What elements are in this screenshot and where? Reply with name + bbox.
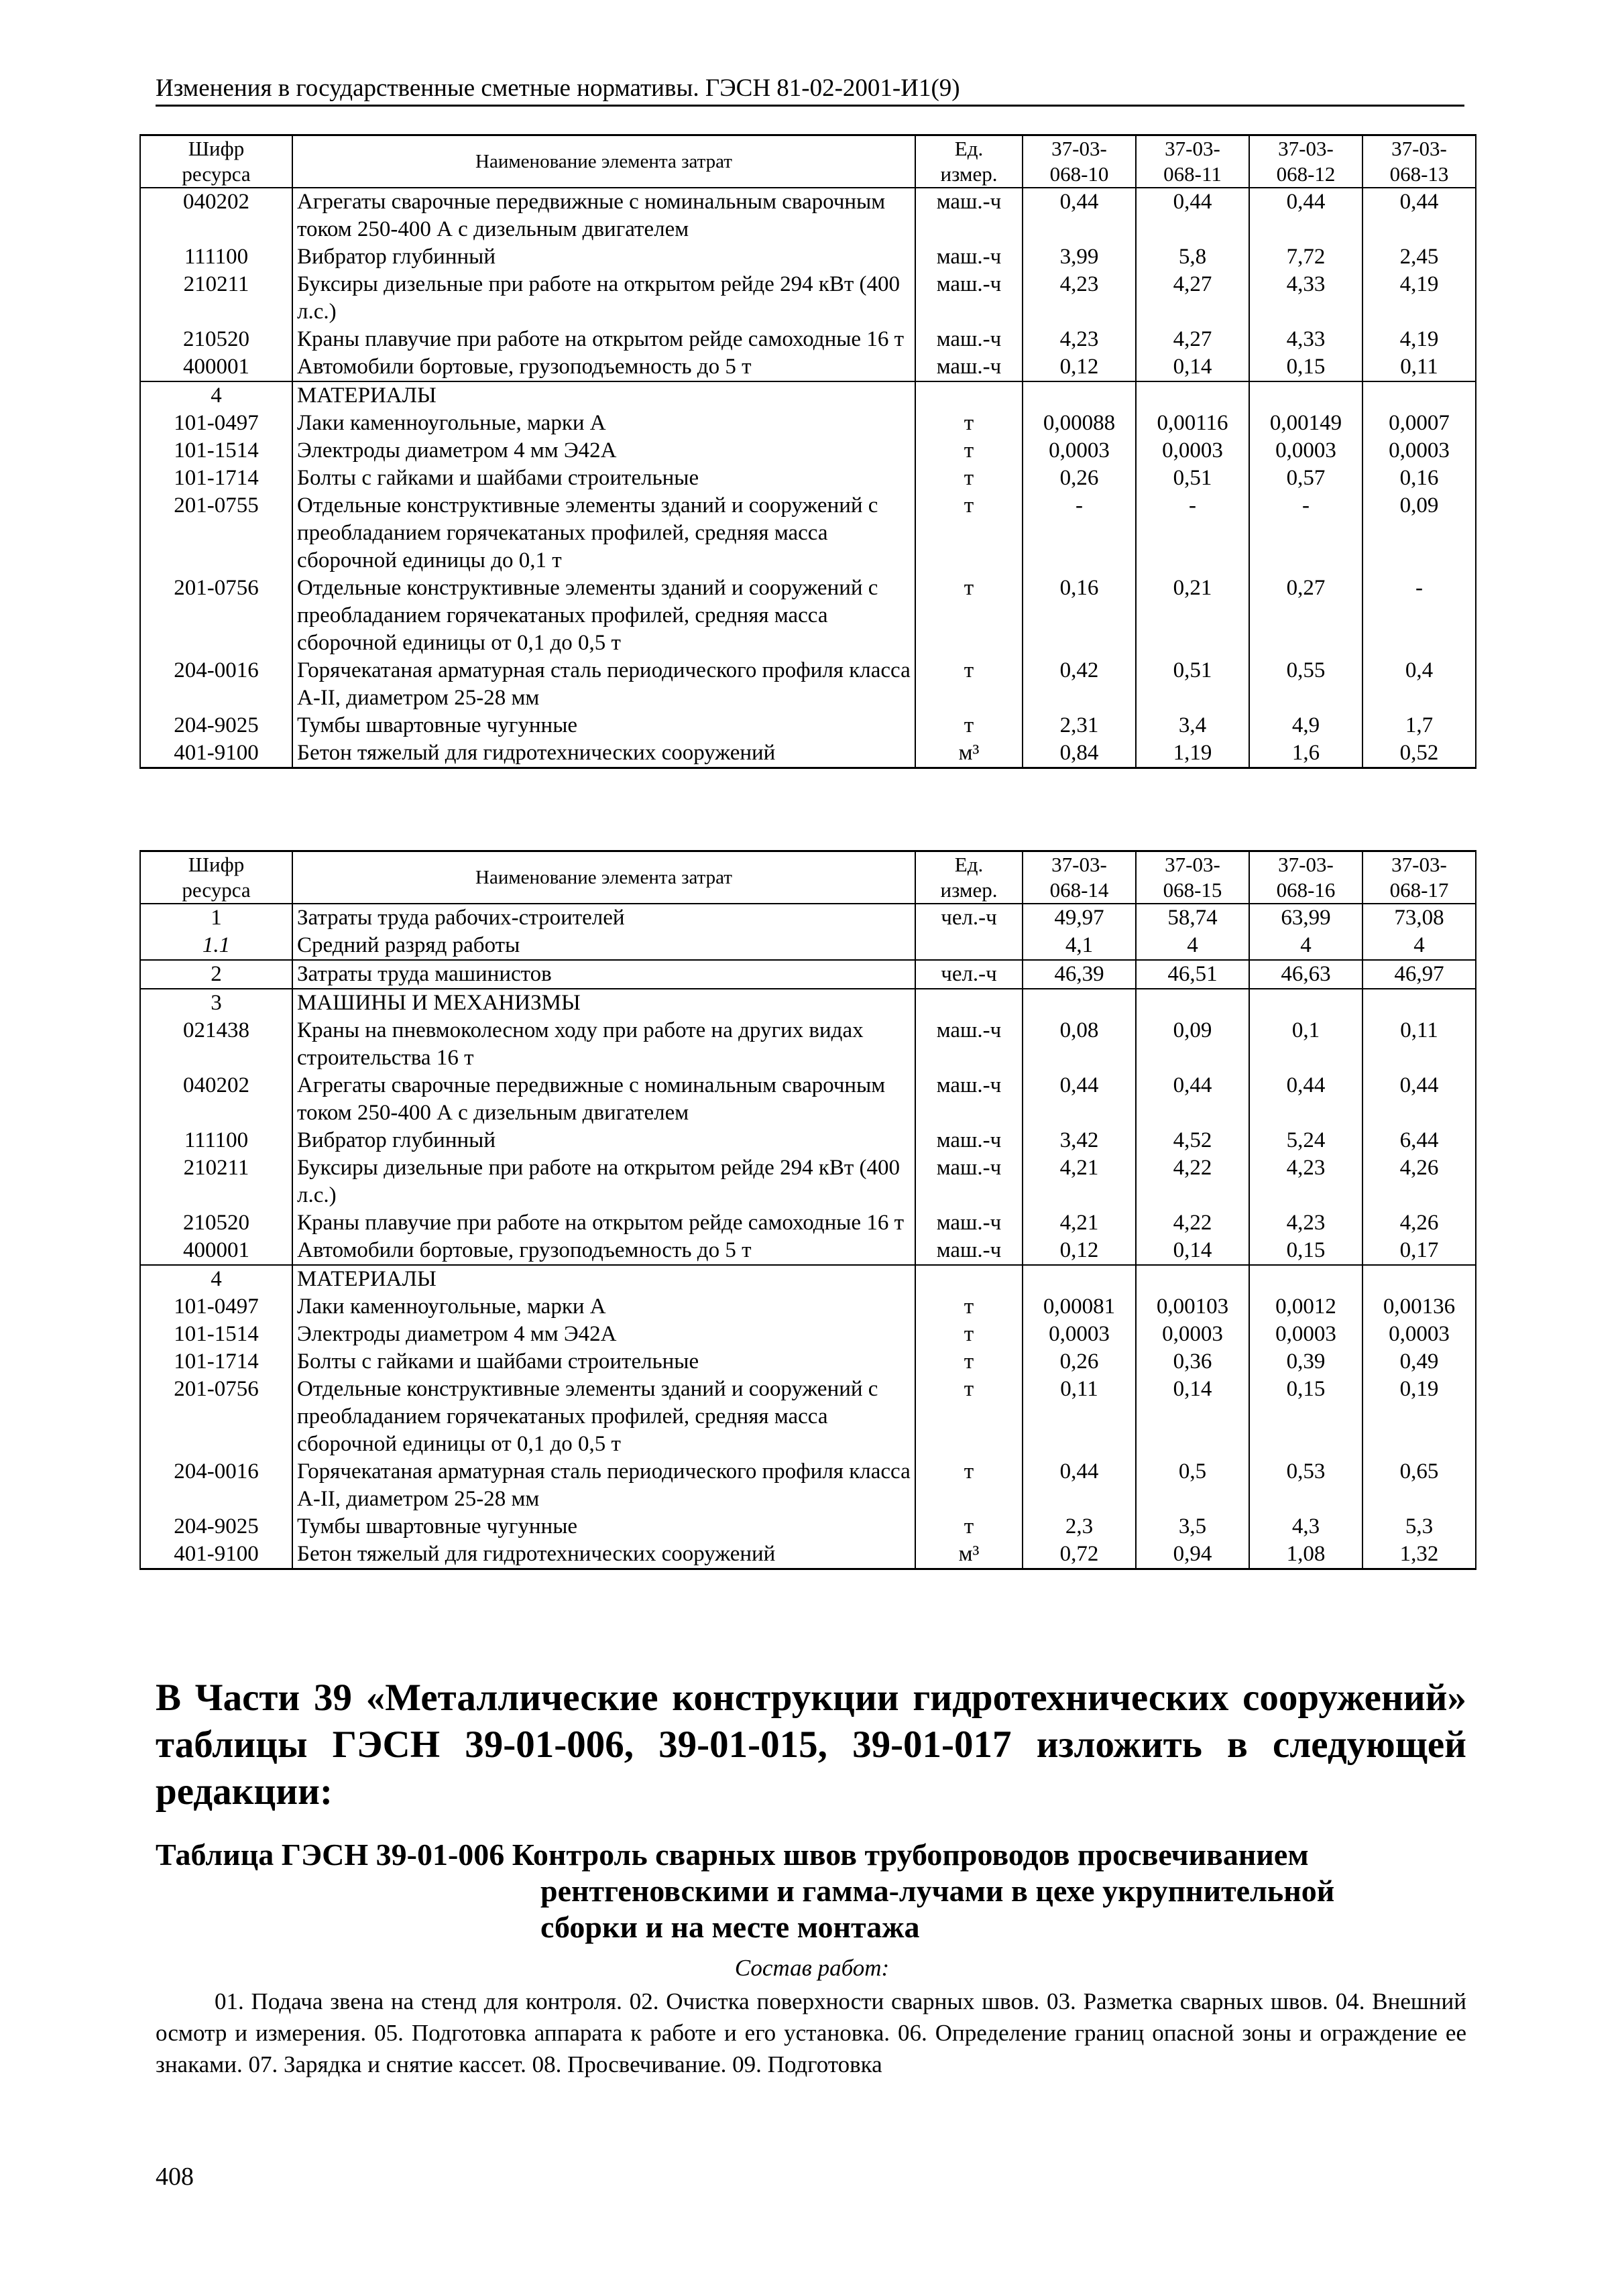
resource-name-cell: Затраты труда машинистов: [292, 960, 915, 989]
code-header: Шифр ресурса: [140, 851, 292, 904]
value-cell: 49,97: [1023, 904, 1136, 932]
resource-name-cell: Тумбы швартовные чугунные: [292, 712, 915, 739]
work-composition-text: 01. Подача звена на стенд для контроля. 02. Очистка поверхности сварных швов. 03. Разметка сварных швов. 04. Внешний осмотр и измерения. 05. Подготовка аппарата к работе и его установка. 06. Определение границ опасной зоны и ограждение ее знаками. 07. Зарядка и снятие кассет. 08. Просвечивание. 09. Подготовка: [156, 1988, 1466, 2077]
resource-code-cell: 1.1: [140, 932, 292, 960]
resource-code-cell: 210520: [140, 326, 292, 353]
value-cell: 6,44: [1362, 1127, 1476, 1154]
value-cell: 0,00149: [1249, 410, 1362, 437]
value-cell: 0,72: [1023, 1540, 1136, 1569]
value-cell: 2,45: [1362, 243, 1476, 271]
value-cell: 0,0003: [1362, 1321, 1476, 1348]
value-cell: 0,00116: [1136, 410, 1249, 437]
value-cell: 0,14: [1136, 353, 1249, 381]
value-cell: 4,1: [1023, 932, 1136, 960]
norm-code-header: 37-03- 068-12: [1249, 135, 1362, 188]
value-cell: 4,23: [1249, 1154, 1362, 1209]
value-cell: 0,00136: [1362, 1293, 1476, 1321]
value-cell: 4,23: [1249, 1209, 1362, 1237]
value-cell: 0,08: [1023, 1017, 1136, 1072]
resource-name-cell: МАШИНЫ И МЕХАНИЗМЫ: [292, 989, 915, 1017]
resource-name-cell: Болты с гайками и шайбами строительные: [292, 465, 915, 492]
unit-cell: т: [915, 657, 1023, 712]
resource-name-cell: Тумбы швартовные чугунные: [292, 1513, 915, 1540]
value-cell: 3,4: [1136, 712, 1249, 739]
value-cell: 4,23: [1023, 326, 1136, 353]
value-cell: [1023, 1265, 1136, 1293]
resource-code-cell: 210211: [140, 1154, 292, 1209]
resource-name-cell: Краны на пневмоколесном ходу при работе на других видах строительства 16 т: [292, 1017, 915, 1072]
value-cell: 4,21: [1023, 1154, 1136, 1209]
resource-code-cell: 201-0755: [140, 492, 292, 575]
value-cell: 0,11: [1023, 1376, 1136, 1458]
resource-code-cell: 204-9025: [140, 1513, 292, 1540]
value-cell: 73,08: [1362, 904, 1476, 932]
table-row: [140, 1321, 1476, 1348]
unit-cell: т: [915, 575, 1023, 657]
name-header: Наименование элемента затрат: [292, 135, 915, 188]
table-row: [140, 1154, 1476, 1209]
resource-code-cell: 111100: [140, 243, 292, 271]
norm-code-header: 37-03- 068-17: [1362, 851, 1476, 904]
table-row: [140, 960, 1476, 989]
resource-name-cell: Горячекатаная арматурная сталь периодического профиля класса А-II, диаметром 25-28 мм: [292, 1458, 915, 1513]
value-cell: 1,08: [1249, 1540, 1362, 1569]
value-cell: 4,33: [1249, 271, 1362, 326]
value-cell: -: [1362, 575, 1476, 657]
value-cell: 0,27: [1249, 575, 1362, 657]
value-cell: 4: [1136, 932, 1249, 960]
resource-code-cell: 101-1514: [140, 437, 292, 465]
table-title-line: сборки и на месте монтажа: [540, 1910, 920, 1944]
value-cell: 0,0003: [1136, 1321, 1249, 1348]
resource-code-cell: 101-0497: [140, 410, 292, 437]
value-cell: 46,97: [1362, 960, 1476, 989]
value-cell: -: [1136, 492, 1249, 575]
resource-name-cell: Краны плавучие при работе на открытом рейде самоходные 16 т: [292, 326, 915, 353]
resource-name-cell: Лаки каменноугольные, марки А: [292, 410, 915, 437]
value-cell: 3,99: [1023, 243, 1136, 271]
value-cell: 0,44: [1023, 188, 1136, 243]
value-cell: 0,0003: [1023, 1321, 1136, 1348]
unit-cell: [915, 1265, 1023, 1293]
resource-name-cell: МАТЕРИАЛЫ: [292, 1265, 915, 1293]
value-cell: 0,0003: [1249, 1321, 1362, 1348]
value-cell: 0,15: [1249, 353, 1362, 381]
value-cell: 0,53: [1249, 1458, 1362, 1513]
value-cell: [1249, 989, 1362, 1017]
unit-cell: чел.-ч: [915, 904, 1023, 932]
resource-name-cell: МАТЕРИАЛЫ: [292, 381, 915, 410]
value-cell: 1,32: [1362, 1540, 1476, 1569]
value-cell: 0,0003: [1023, 437, 1136, 465]
page-header: Изменения в государственные сметные нормативы. ГЭСН 81-02-2001-И1(9): [156, 74, 1464, 107]
value-cell: 0,65: [1362, 1458, 1476, 1513]
value-cell: 0,5: [1136, 1458, 1249, 1513]
table-title: [156, 1837, 1466, 1945]
resource-code-cell: 400001: [140, 1237, 292, 1265]
value-cell: 2,31: [1023, 712, 1136, 739]
table-row: [140, 1127, 1476, 1154]
value-cell: 5,8: [1136, 243, 1249, 271]
value-cell: 4,23: [1023, 271, 1136, 326]
unit-cell: т: [915, 465, 1023, 492]
value-cell: 0,14: [1136, 1237, 1249, 1265]
norm-code-header: 37-03- 068-11: [1136, 135, 1249, 188]
resource-name-cell: Вибратор глубинный: [292, 1127, 915, 1154]
unit-cell: маш.-ч: [915, 1209, 1023, 1237]
value-cell: 0,19: [1362, 1376, 1476, 1458]
resource-code-cell: 111100: [140, 1127, 292, 1154]
value-cell: 46,63: [1249, 960, 1362, 989]
resource-code-cell: 4: [140, 381, 292, 410]
value-cell: 4,26: [1362, 1154, 1476, 1209]
table-row: [140, 410, 1476, 437]
resource-name-cell: Бетон тяжелый для гидротехнических сооружений: [292, 739, 915, 768]
value-cell: 0,52: [1362, 739, 1476, 768]
resource-name-cell: Отдельные конструктивные элементы зданий и сооружений с преобладанием горячекатаных профилей, средняя масса сборочной единицы от 0,1 до 0,5 т: [292, 575, 915, 657]
resource-name-cell: Электроды диаметром 4 мм Э42А: [292, 1321, 915, 1348]
resource-table-2: [139, 850, 1476, 1570]
resource-name-cell: Отдельные конструктивные элементы зданий и сооружений с преобладанием горячекатаных профилей, средняя масса сборочной единицы до 0,1 т: [292, 492, 915, 575]
unit-cell: т: [915, 437, 1023, 465]
value-cell: 0,39: [1249, 1348, 1362, 1376]
unit-cell: [915, 932, 1023, 960]
resource-code-cell: 401-9100: [140, 1540, 292, 1569]
resource-code-cell: 1: [140, 904, 292, 932]
value-cell: 0,44: [1249, 188, 1362, 243]
value-cell: 0,44: [1362, 188, 1476, 243]
resource-code-cell: 2: [140, 960, 292, 989]
unit-cell: [915, 989, 1023, 1017]
unit-cell: чел.-ч: [915, 960, 1023, 989]
value-cell: 0,16: [1023, 575, 1136, 657]
value-cell: 4,3: [1249, 1513, 1362, 1540]
value-cell: 0,44: [1136, 188, 1249, 243]
table-row: [140, 243, 1476, 271]
resource-name-cell: Горячекатаная арматурная сталь периодического профиля класса А-II, диаметром 25-28 мм: [292, 657, 915, 712]
norm-code-header: 37-03- 068-15: [1136, 851, 1249, 904]
value-cell: 0,0012: [1249, 1293, 1362, 1321]
value-cell: 0,44: [1023, 1458, 1136, 1513]
table-row: [140, 326, 1476, 353]
code-header: Шифр ресурса: [140, 135, 292, 188]
unit-cell: маш.-ч: [915, 353, 1023, 381]
resource-name-cell: Агрегаты сварочные передвижные с номинальным сварочным током 250-400 А с дизельным двигателем: [292, 1072, 915, 1127]
value-cell: 4,22: [1136, 1154, 1249, 1209]
table-row: [140, 1072, 1476, 1127]
unit-cell: т: [915, 1376, 1023, 1458]
table-row: [140, 657, 1476, 712]
resource-code-cell: 204-0016: [140, 657, 292, 712]
value-cell: 0,21: [1136, 575, 1249, 657]
value-cell: 0,0003: [1136, 437, 1249, 465]
resource-name-cell: Средний разряд работы: [292, 932, 915, 960]
resource-name-cell: Электроды диаметром 4 мм Э42А: [292, 437, 915, 465]
unit-cell: т: [915, 1513, 1023, 1540]
table-row: [140, 271, 1476, 326]
value-cell: [1362, 1265, 1476, 1293]
resource-code-cell: 040202: [140, 188, 292, 243]
norm-code-header: 37-03- 068-10: [1023, 135, 1136, 188]
unit-cell: маш.-ч: [915, 1127, 1023, 1154]
norm-code-header: 37-03- 068-16: [1249, 851, 1362, 904]
value-cell: 0,94: [1136, 1540, 1249, 1569]
value-cell: 0,12: [1023, 1237, 1136, 1265]
resource-code-cell: 201-0756: [140, 575, 292, 657]
work-composition-label: Состав работ:: [734, 1955, 890, 1981]
resource-code-cell: 401-9100: [140, 739, 292, 768]
table-row: [140, 575, 1476, 657]
value-cell: 4: [1362, 932, 1476, 960]
value-cell: 0,11: [1362, 1017, 1476, 1072]
unit-cell: т: [915, 1293, 1023, 1321]
unit-cell: м³: [915, 739, 1023, 768]
value-cell: 0,36: [1136, 1348, 1249, 1376]
resource-code-cell: 101-0497: [140, 1293, 292, 1321]
value-cell: 4,19: [1362, 326, 1476, 353]
value-cell: 0,15: [1249, 1237, 1362, 1265]
value-cell: 5,3: [1362, 1513, 1476, 1540]
resource-code-cell: 204-0016: [140, 1458, 292, 1513]
value-cell: 0,51: [1136, 465, 1249, 492]
norm-code-header: 37-03- 068-14: [1023, 851, 1136, 904]
value-cell: 0,26: [1023, 1348, 1136, 1376]
resource-name-cell: Автомобили бортовые, грузоподъемность до 5 т: [292, 353, 915, 381]
table-title-line: Таблица ГЭСН 39-01-006 Контроль сварных швов трубопроводов просвечиванием: [156, 1837, 1309, 1872]
value-cell: 0,0003: [1249, 437, 1362, 465]
value-cell: [1136, 1265, 1249, 1293]
value-cell: 0,16: [1362, 465, 1476, 492]
value-cell: 5,24: [1249, 1127, 1362, 1154]
unit-cell: маш.-ч: [915, 1072, 1023, 1127]
table-title-line: рентгеновскими и гамма-лучами в цехе укрупнительной: [540, 1874, 1335, 1908]
table-row: [140, 353, 1476, 381]
value-cell: 0,11: [1362, 353, 1476, 381]
value-cell: -: [1249, 492, 1362, 575]
value-cell: [1362, 381, 1476, 410]
section-heading: В Части 39 «Металлические конструкции гидротехнических сооружений» таблицы ГЭСН 39-01-006, 39-01-015, 39-01-017 изложить в следующей редакции:: [156, 1677, 1466, 1813]
value-cell: 4,52: [1136, 1127, 1249, 1154]
table-row: [140, 1237, 1476, 1265]
resource-code-cell: 101-1714: [140, 1348, 292, 1376]
unit-cell: м³: [915, 1540, 1023, 1569]
resource-code-cell: 210211: [140, 271, 292, 326]
table-row: [140, 465, 1476, 492]
table-row: [140, 1376, 1476, 1458]
value-cell: 4,22: [1136, 1209, 1249, 1237]
table-row: [140, 381, 1476, 410]
table-row: [140, 712, 1476, 739]
table-row: [140, 1458, 1476, 1513]
resource-name-cell: Автомобили бортовые, грузоподъемность до 5 т: [292, 1237, 915, 1265]
unit-cell: маш.-ч: [915, 243, 1023, 271]
value-cell: 3,5: [1136, 1513, 1249, 1540]
table-row: [140, 1293, 1476, 1321]
value-cell: 0,44: [1362, 1072, 1476, 1127]
table-header-row: [140, 851, 1476, 904]
value-cell: 0,51: [1136, 657, 1249, 712]
value-cell: 4,19: [1362, 271, 1476, 326]
unit-cell: [915, 381, 1023, 410]
value-cell: 0,17: [1362, 1237, 1476, 1265]
value-cell: 0,15: [1249, 1376, 1362, 1458]
unit-cell: т: [915, 492, 1023, 575]
value-cell: [1136, 381, 1249, 410]
table-row: [140, 188, 1476, 243]
resource-table-1: [139, 134, 1476, 769]
value-cell: 58,74: [1136, 904, 1249, 932]
table-row: [140, 437, 1476, 465]
unit-cell: маш.-ч: [915, 1237, 1023, 1265]
table-row: [140, 932, 1476, 960]
value-cell: 46,51: [1136, 960, 1249, 989]
table-row: [140, 1540, 1476, 1569]
value-cell: 1,7: [1362, 712, 1476, 739]
value-cell: 4,27: [1136, 271, 1249, 326]
unit-cell: маш.-ч: [915, 188, 1023, 243]
table-row: [140, 1348, 1476, 1376]
resource-code-cell: 021438: [140, 1017, 292, 1072]
resource-name-cell: Краны плавучие при работе на открытом рейде самоходные 16 т: [292, 1209, 915, 1237]
resource-name-cell: Бетон тяжелый для гидротехнических сооружений: [292, 1540, 915, 1569]
value-cell: 0,0003: [1362, 437, 1476, 465]
value-cell: 0,57: [1249, 465, 1362, 492]
value-cell: 3,42: [1023, 1127, 1136, 1154]
value-cell: 0,49: [1362, 1348, 1476, 1376]
unit-header: Ед. измер.: [915, 851, 1023, 904]
resource-name-cell: Болты с гайками и шайбами строительные: [292, 1348, 915, 1376]
table-row: [140, 989, 1476, 1017]
value-cell: 0,55: [1249, 657, 1362, 712]
value-cell: 0,00088: [1023, 410, 1136, 437]
value-cell: 46,39: [1023, 960, 1136, 989]
value-cell: [1023, 381, 1136, 410]
value-cell: 7,72: [1249, 243, 1362, 271]
resource-code-cell: 4: [140, 1265, 292, 1293]
value-cell: [1249, 381, 1362, 410]
table-row: [140, 492, 1476, 575]
value-cell: 0,44: [1249, 1072, 1362, 1127]
value-cell: -: [1023, 492, 1136, 575]
value-cell: [1362, 989, 1476, 1017]
value-cell: 4,21: [1023, 1209, 1136, 1237]
value-cell: 0,42: [1023, 657, 1136, 712]
resource-code-cell: 400001: [140, 353, 292, 381]
table-row: [140, 1017, 1476, 1072]
unit-cell: т: [915, 1321, 1023, 1348]
value-cell: 0,00103: [1136, 1293, 1249, 1321]
table-row: [140, 1513, 1476, 1540]
value-cell: 1,19: [1136, 739, 1249, 768]
table-row: [140, 739, 1476, 768]
resource-name-cell: Буксиры дизельные при работе на открытом рейде 294 кВт (400 л.с.): [292, 1154, 915, 1209]
value-cell: 0,00081: [1023, 1293, 1136, 1321]
resource-code-cell: 101-1514: [140, 1321, 292, 1348]
resource-code-cell: 101-1714: [140, 465, 292, 492]
value-cell: 0,44: [1136, 1072, 1249, 1127]
unit-header: Ед. измер.: [915, 135, 1023, 188]
resource-name-cell: Затраты труда рабочих-строителей: [292, 904, 915, 932]
value-cell: 0,09: [1136, 1017, 1249, 1072]
value-cell: 4,9: [1249, 712, 1362, 739]
value-cell: 2,3: [1023, 1513, 1136, 1540]
table-header-row: [140, 135, 1476, 188]
resource-name-cell: Буксиры дизельные при работе на открытом рейде 294 кВт (400 л.с.): [292, 271, 915, 326]
page-number: 408: [156, 2163, 194, 2191]
value-cell: 1,6: [1249, 739, 1362, 768]
resource-code-cell: 204-9025: [140, 712, 292, 739]
value-cell: 4,26: [1362, 1209, 1476, 1237]
value-cell: 0,09: [1362, 492, 1476, 575]
value-cell: 4,33: [1249, 326, 1362, 353]
value-cell: 0,44: [1023, 1072, 1136, 1127]
value-cell: [1136, 989, 1249, 1017]
resource-code-cell: 040202: [140, 1072, 292, 1127]
unit-cell: маш.-ч: [915, 1154, 1023, 1209]
resource-name-cell: Лаки каменноугольные, марки А: [292, 1293, 915, 1321]
value-cell: [1023, 989, 1136, 1017]
resource-code-cell: 210520: [140, 1209, 292, 1237]
value-cell: 0,4: [1362, 657, 1476, 712]
value-cell: 0,26: [1023, 465, 1136, 492]
resource-name-cell: Отдельные конструктивные элементы зданий и сооружений с преобладанием горячекатаных профилей, средняя масса сборочной единицы от 0,1 до 0,5 т: [292, 1376, 915, 1458]
unit-cell: маш.-ч: [915, 1017, 1023, 1072]
resource-code-cell: 3: [140, 989, 292, 1017]
value-cell: 0,14: [1136, 1376, 1249, 1458]
unit-cell: маш.-ч: [915, 326, 1023, 353]
unit-cell: т: [915, 410, 1023, 437]
value-cell: 0,0007: [1362, 410, 1476, 437]
unit-cell: т: [915, 712, 1023, 739]
resource-name-cell: Вибратор глубинный: [292, 243, 915, 271]
table-row: [140, 1209, 1476, 1237]
value-cell: 0,84: [1023, 739, 1136, 768]
resource-name-cell: Агрегаты сварочные передвижные с номинальным сварочным током 250-400 А с дизельным двигателем: [292, 188, 915, 243]
value-cell: 63,99: [1249, 904, 1362, 932]
resource-code-cell: 201-0756: [140, 1376, 292, 1458]
value-cell: [1249, 1265, 1362, 1293]
unit-cell: т: [915, 1458, 1023, 1513]
table-row: [140, 904, 1476, 932]
unit-cell: т: [915, 1348, 1023, 1376]
table-row: [140, 1265, 1476, 1293]
norm-code-header: 37-03- 068-13: [1362, 135, 1476, 188]
value-cell: 0,1: [1249, 1017, 1362, 1072]
unit-cell: маш.-ч: [915, 271, 1023, 326]
value-cell: 4: [1249, 932, 1362, 960]
name-header: Наименование элемента затрат: [292, 851, 915, 904]
value-cell: 4,27: [1136, 326, 1249, 353]
value-cell: 0,12: [1023, 353, 1136, 381]
